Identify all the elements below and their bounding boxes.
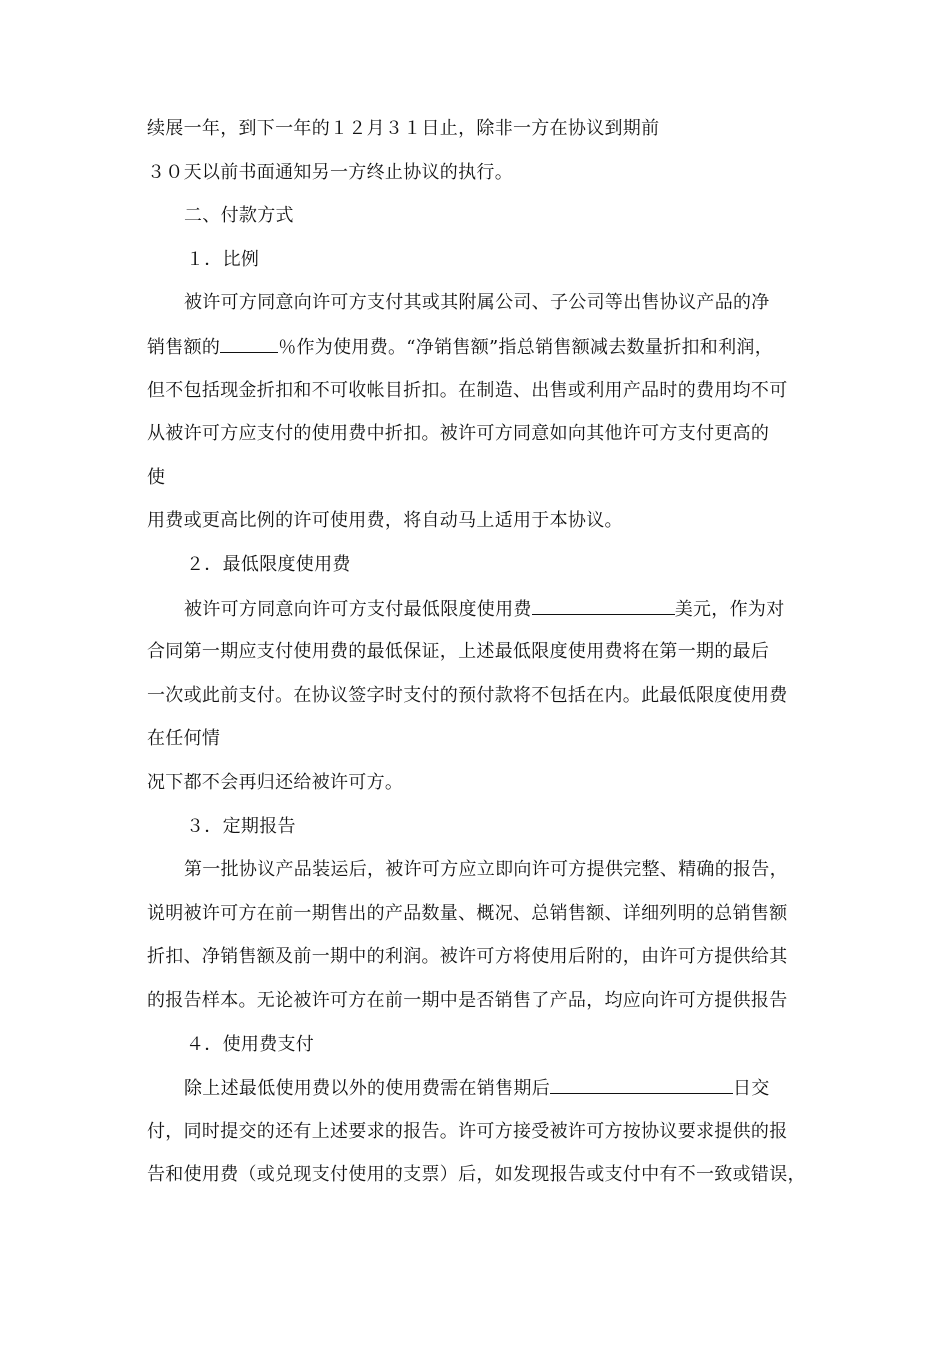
text-line [147, 336, 773, 359]
text-line: 告和使用费（或兑现支付使用的支票）后，如发现报告或支付中有不一致或错误， [147, 1164, 806, 1185]
text-line [184, 598, 785, 621]
text-line: 说明被许可方在前一期售出的产品数量、概况、总销售额、详细列明的总销售额 [147, 903, 788, 924]
text-fragment: ％作为使用费。“净销售额”指总销售额减去数量折扣和利润， [278, 337, 774, 358]
text-line: 被许可方同意向许可方支付其或其附属公司、子公司等出售协议产品的净 [184, 292, 770, 313]
fill-in-blank [532, 598, 675, 615]
text-fragment: 日交 [733, 1078, 770, 1099]
text-fragment: 美元，作为对 [674, 599, 785, 620]
section-heading-payment: 二、付款方式 [184, 205, 294, 226]
fill-in-blank [220, 336, 278, 353]
text-fragment: 被许可方同意向许可方支付最低限度使用费 [184, 599, 532, 620]
text-line: 况下都不会再归还给被许可方。 [147, 772, 404, 793]
subsection-heading-fee-payment: ４．使用费支付 [186, 1034, 315, 1055]
subsection-heading-ratio: １．比例 [186, 249, 260, 270]
text-line: ３０天以前书面通知另一方终止协议的执行。 [147, 162, 513, 183]
text-line: 一次或此前支付。在协议签字时支付的预付款将不包括在内。此最低限度使用费 [147, 685, 788, 706]
text-line: 使 [147, 467, 166, 488]
text-fragment: 销售额的 [147, 337, 221, 358]
text-line: 在任何情 [147, 728, 221, 749]
text-line: 合同第一期应支付使用费的最低保证，上述最低限度使用费将在第一期的最后 [147, 641, 770, 662]
text-fragment: 除上述最低使用费以外的使用费需在销售期后 [184, 1078, 550, 1099]
fill-in-blank [550, 1077, 733, 1094]
text-line: 第一批协议产品装运后，被许可方应立即向许可方提供完整、精确的报告， [184, 859, 788, 880]
text-line: 的报告样本。无论被许可方在前一期中是否销售了产品，均应向许可方提供报告 [147, 990, 788, 1011]
text-line: 从被许可方应支付的使用费中折扣。被许可方同意如向其他许可方支付更高的 [147, 423, 770, 444]
text-line: 用费或更高比例的许可使用费，将自动马上适用于本协议。 [147, 510, 623, 531]
subsection-heading-minimum-fee: ２．最低限度使用费 [186, 554, 351, 575]
text-line: 付，同时提交的还有上述要求的报告。许可方接受被许可方按协议要求提供的报 [147, 1121, 788, 1142]
text-line: 续展一年，到下一年的１２月３１日止，除非一方在协议到期前 [147, 118, 660, 139]
text-line: 折扣、净销售额及前一期中的利润。被许可方将使用后附的，由许可方提供给其 [147, 946, 788, 967]
text-line: 但不包括现金折扣和不可收帐目折扣。在制造、出售或利用产品时的费用均不可 [147, 380, 788, 401]
text-line [184, 1077, 770, 1100]
subsection-heading-periodic-report: ３．定期报告 [186, 816, 296, 837]
